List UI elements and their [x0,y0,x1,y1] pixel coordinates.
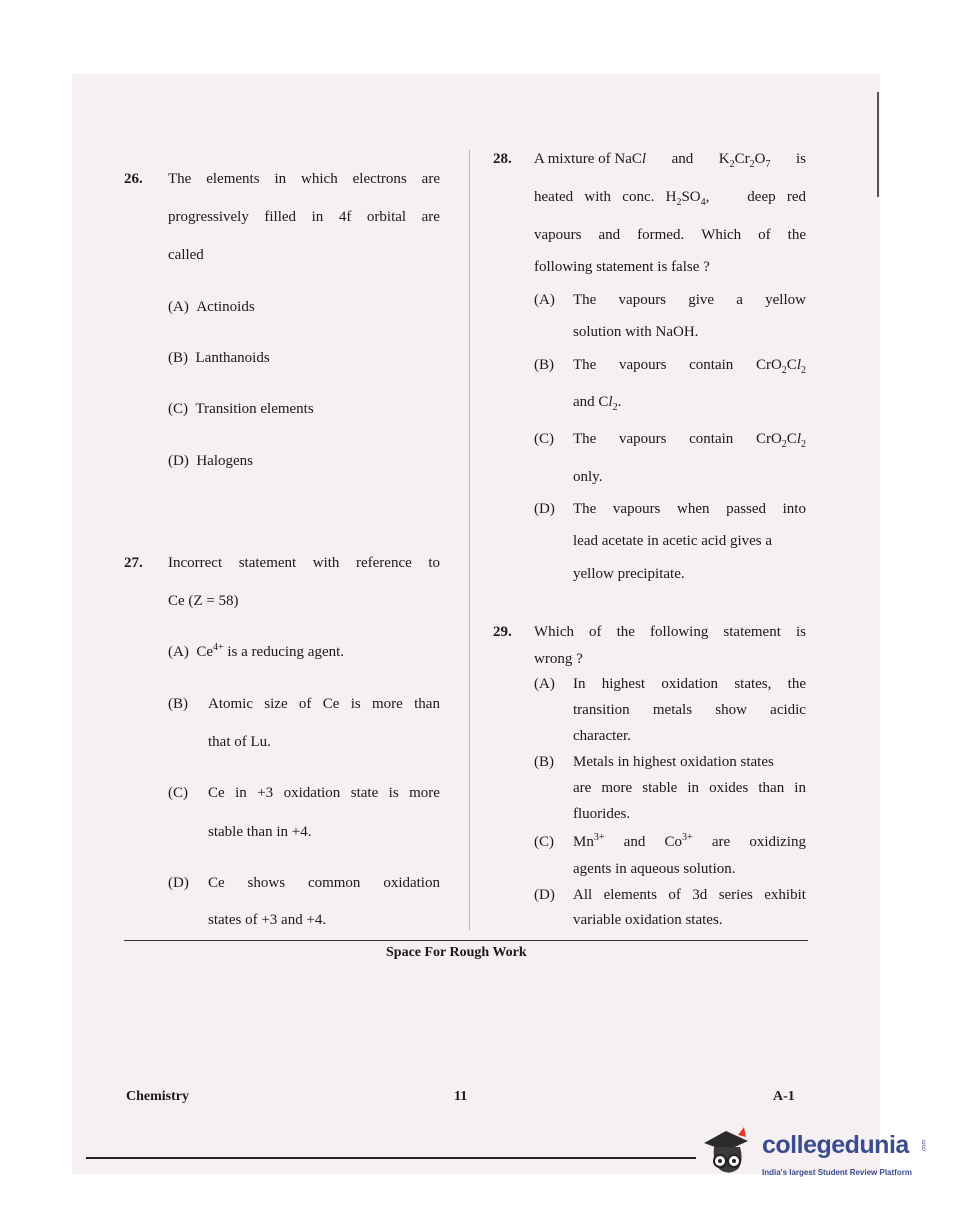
q27-option-a: (A) $Ce^{4+}$ is a reducing agent. [168,642,345,660]
q28-line-2-formula: heated with conc. $H_2SO_4$, deep red [534,189,806,208]
q26-line-3: called [168,247,204,263]
q28-option-c-line-2: only. [573,469,603,485]
page-edge-line [877,92,879,197]
q28-option-d-label: (D) [534,501,555,517]
q27-line-1: Incorrect statement with reference to [168,555,440,571]
collegedunia-logo [700,1125,940,1185]
q28-option-d-line-2: lead acetate in acetic acid gives a [573,533,773,549]
q26-option-a: (A) Actinoids [168,299,255,315]
q27-option-b-label: (B) [168,696,188,712]
q28-option-b-label: (B) [534,357,554,373]
logo-tagline: India's largest Student Review Platform [762,1168,912,1177]
q28-line-4: following statement is false ? [534,259,710,275]
q28-option-a-line-1: The vapours give a yellow [573,292,806,308]
q29-option-d-line-1: All elements of 3d series exhibit [573,887,806,903]
q29-option-a-label: (A) [534,676,555,692]
q29-option-b-line-2: are more stable in oxides than in [573,780,806,796]
q29-option-b-line-1: Metals in highest oxidation states [573,754,774,770]
q29-option-a-line-2: transition metals show acidic [573,702,806,718]
q29-option-c-line-2: agents in aqueous solution. [573,861,736,877]
column-divider [469,150,470,930]
q29-option-b-line-3: fluorides. [573,806,631,822]
q27-option-c-line-2: stable than in +4. [208,824,312,840]
q28-option-a-label: (A) [534,292,555,308]
q28-option-d-line-3: yellow precipitate. [573,566,685,582]
q26-line-1: The elements in which electrons are [168,171,440,187]
footer-page-number: 11 [454,1089,468,1104]
q27-line-2: Ce (Z = 58) [168,593,239,609]
q27-option-d-label: (D) [168,875,189,891]
q29-option-d-label: (D) [534,887,555,903]
q26-option-c: (C) Transition elements [168,401,314,417]
logo-suffix: .com [921,1139,928,1153]
q27-option-c-label: (C) [168,785,188,801]
logo-wordmark: collegedunia [762,1131,909,1159]
q29-option-d-line-2: variable oxidation states. [573,912,723,928]
q26-option-d: (D) Halogens [168,453,253,469]
footer-subject: Chemistry [126,1089,189,1104]
q27-option-c-line-1: Ce in +3 oxidation state is more [208,785,440,801]
q28-option-d-line-1: The vapours when passed into [573,501,806,517]
q26-line-2: progressively filled in 4f orbital are [168,209,440,225]
q28-option-c-line-1: The vapours contain $CrO_2Cl_2$ [573,431,806,450]
footer-paper-code: A-1 [773,1089,795,1104]
q28-line-3: vapours and formed. Which of the [534,227,806,243]
q28-option-a-line-2: solution with NaOH. [573,324,699,340]
q27-option-b-line-2: that of Lu. [208,734,271,750]
q27-number: 27. [124,555,143,571]
q28-option-c-label: (C) [534,431,554,447]
q29-option-a-line-3: character. [573,728,631,744]
q29-line-1: Which of the following statement is [534,624,806,640]
rough-work-label: Space For Rough Work [386,945,527,960]
q29-option-c-label: (C) [534,834,554,850]
q29-option-a-line-1: In highest oxidation states, the [573,676,806,692]
q28-number: 28. [493,151,512,167]
mascot-icon [700,1125,760,1185]
q28-line-1: A mixture of NaCl and $K_2Cr_2O_7$ is [534,151,806,170]
bottom-rule [86,1157,696,1159]
q29-option-b-label: (B) [534,754,554,770]
q26-option-b: (B) Lanthanoids [168,350,270,366]
q28-option-b-line-1: The vapours contain $CrO_2Cl_2$ [573,357,806,376]
q27-option-b-line-1: Atomic size of Ce is more than [208,696,440,712]
q29-line-2: wrong ? [534,651,583,667]
q26-number: 26. [124,171,143,187]
q27-option-d-line-2: states of +3 and +4. [208,912,327,928]
rough-work-rule [124,940,808,941]
q27-option-d-line-1: Ce shows common oxidation [208,875,440,891]
q29-number: 29. [493,624,512,640]
q29-option-c-line-1: $Mn^{3+}$ and $Co^{3+}$ are oxidizing [573,832,806,850]
q28-option-b-line-2: and $Cl_2$. [573,394,622,413]
